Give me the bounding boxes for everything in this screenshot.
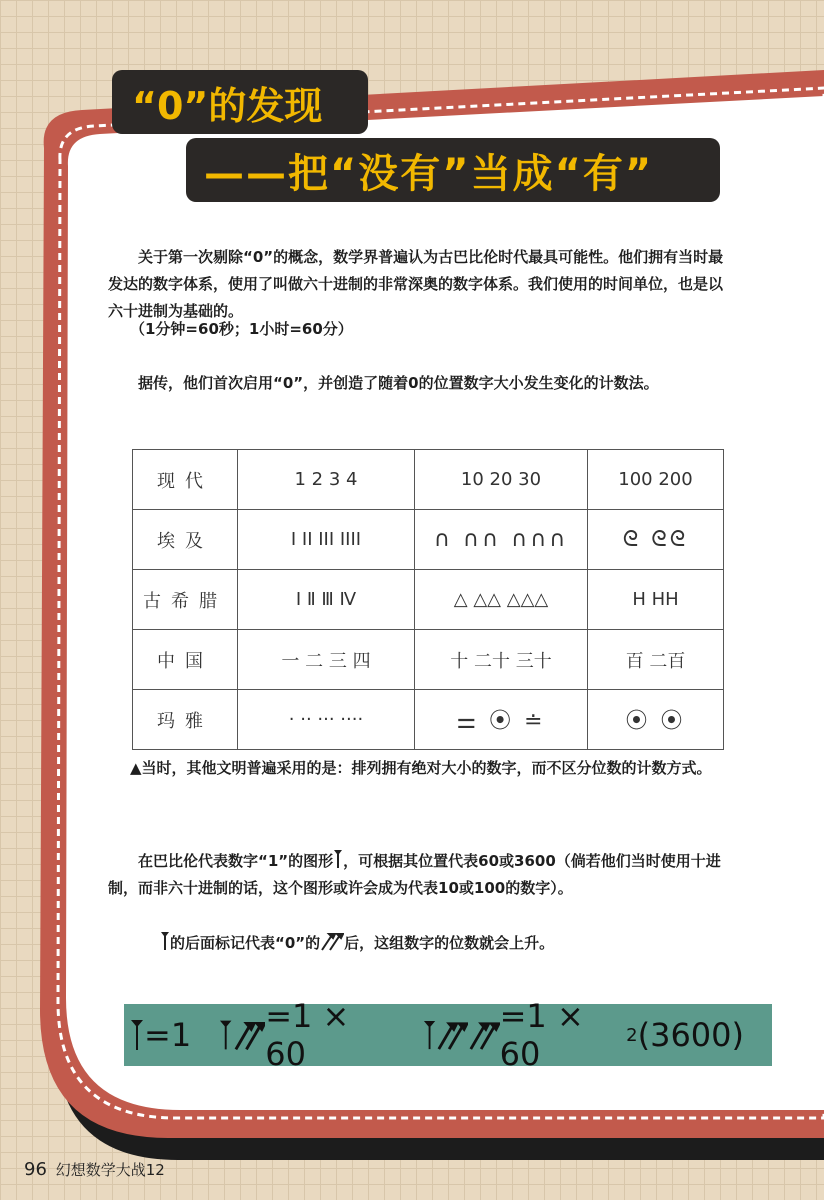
- formula-text: (3600): [637, 1016, 744, 1054]
- babylon-zero-wedge-icon: [468, 1018, 500, 1052]
- babylon-one-wedge-icon: [130, 1018, 144, 1052]
- babylon-one-wedge-icon: [160, 931, 170, 951]
- table-cell: △ △△ △△△: [415, 570, 588, 630]
- formula-sixty: [219, 997, 395, 1073]
- numeral-comparison-table: [132, 449, 724, 750]
- title-line-1: “0”的发现: [112, 70, 368, 134]
- row-label: 玛雅: [133, 690, 238, 750]
- table-row: [133, 630, 724, 690]
- table-cell: H HH: [588, 570, 724, 630]
- babylon-zero-wedge-icon: [436, 1018, 468, 1052]
- title-line-2: ——把“没有”当成“有”: [186, 138, 720, 202]
- formula-band: [124, 997, 772, 1073]
- babylon-zero-wedge-icon: [233, 1018, 266, 1052]
- table-cell: 10 20 30: [415, 450, 588, 510]
- table-cell: 十 二十 三十: [415, 630, 588, 690]
- formula-text: =1: [144, 1016, 192, 1054]
- paragraph-time-note: （1分钟=60秒；1小时=60分）: [130, 320, 353, 338]
- formula-3600: [423, 997, 744, 1073]
- row-label: 现代: [133, 450, 238, 510]
- paragraph-babylon-one: [108, 848, 736, 902]
- table-cell: I II III IIII: [238, 510, 415, 570]
- row-label: 中国: [133, 630, 238, 690]
- table-cell: ⚌ ⦿ ≐: [415, 690, 588, 750]
- row-label: 古希腊: [133, 570, 238, 630]
- table-cell: 1 2 3 4: [238, 450, 415, 510]
- book-title: 幻想数学大战12: [55, 1161, 165, 1179]
- table-row: [133, 570, 724, 630]
- table-caption: ▲当时，其他文明普遍采用的是：排列拥有绝对大小的数字，而不区分位数的计数方式。: [130, 759, 712, 777]
- table-row: [133, 450, 724, 510]
- table-cell: Ⅰ Ⅱ Ⅲ Ⅳ: [238, 570, 415, 630]
- paragraph-text: 的后面标记代表“0”的: [170, 934, 321, 952]
- babylon-zero-wedge-icon: [320, 931, 344, 951]
- formula-one: [130, 1016, 191, 1054]
- formula-text: =1 × 60: [499, 997, 584, 1073]
- babylon-one-wedge-icon: [219, 1018, 232, 1052]
- babylon-one-wedge-icon: [423, 1018, 436, 1052]
- table-cell: ᘓ ᘓᘓ: [588, 510, 724, 570]
- table-cell: 百 二百: [588, 630, 724, 690]
- table-row: [133, 690, 724, 750]
- table-cell: 一 二 三 四: [238, 630, 415, 690]
- page-footer: [24, 1159, 165, 1180]
- paragraph-babylon-intro: 关于第一次剔除“0”的概念，数学界普遍认为古巴比伦时代最具可能性。他们拥有当时最发达的数字体系，使用了叫做六十进制的非常深奥的数字体系。我们使用的时间单位，也是以六十进制为基础的。: [108, 248, 724, 320]
- paragraph-text: 后，这组数字的位数就会上升。: [344, 934, 555, 952]
- formula-text: =1 × 60: [265, 997, 350, 1073]
- page-number: 96: [24, 1159, 47, 1180]
- paragraph-babylon-zero: [160, 930, 740, 957]
- table-cell: ⦿ ⦿: [588, 690, 724, 750]
- row-label: 埃及: [133, 510, 238, 570]
- formula-exponent: 2: [626, 1024, 638, 1046]
- table-cell: ∩ ∩∩ ∩∩∩: [415, 510, 588, 570]
- babylon-one-wedge-icon: [333, 849, 343, 869]
- paragraph-zero-origin: 据传，他们首次启用“0”，并创造了随着0的位置数字大小发生变化的计数法。: [138, 374, 659, 392]
- table-row: [133, 510, 724, 570]
- paragraph-text: ，可根据其位置代表60或3600（倘若他们当时使用十进制，而非六十进制的话，这个图形或许会成为代表10或100的数字）。: [108, 852, 721, 897]
- paragraph-text: 在巴比伦代表数字“1”的图形: [138, 852, 334, 870]
- table-cell: · ·· ··· ····: [238, 690, 415, 750]
- table-cell: 100 200: [588, 450, 724, 510]
